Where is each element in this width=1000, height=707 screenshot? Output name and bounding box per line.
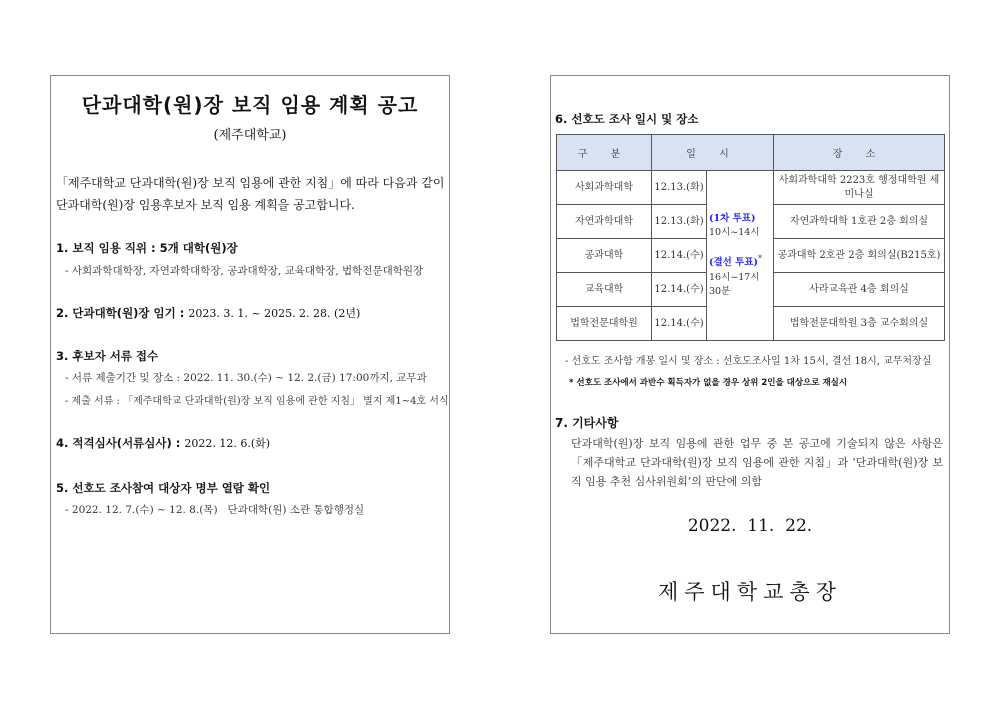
college-cell: 공과대학 [557,239,652,273]
college-cell: 사회과학대학 [557,171,652,205]
date-cell: 12.14.(수) [652,307,707,341]
section-2-heading [56,305,360,321]
header-datetime: 일 시 [652,135,774,171]
section-6-heading: 6. 선호도 조사 일시 및 장소 [555,112,699,126]
section-2-label: 2. 단과대학(원)장 임기 : [56,306,185,320]
announcement-date: 2022. 11. 22. [687,516,813,536]
announcement-page-left [50,75,450,634]
ballot-opening-note: - 선호도 조사함 개봉 일시 및 장소 : 선호도조사일 1차 15시, 결선 18시, 교무처장실 [565,356,932,367]
runoff-footnote: * 선호도 조사에서 과반수 획득자가 없을 경우 상위 2인을 대상으로 재실시 [569,378,848,388]
college-cell: 법학전문대학원 [557,307,652,341]
header-category: 구 분 [557,135,652,171]
section-2-value: 2023. 3. 1. ~ 2025. 2. 28. (2년) [188,307,361,320]
intro-line-2: 단과대학(원)장 임용후보자 보직 임용 계획을 공고합니다. [56,198,355,212]
first-vote-label: (1차 투표) [709,213,756,225]
announcement-page-right [550,75,950,634]
place-cell: 공과대학 2호관 2층 회의실(B215호) [774,239,945,273]
table-row [557,171,945,205]
runoff-footnote-mark: * [758,254,762,264]
document-subtitle: (제주대학교) [213,128,287,143]
place-cell: 사라교육관 4층 회의실 [774,273,945,307]
date-cell: 12.14.(수) [652,239,707,273]
section-4-heading [56,435,270,451]
runoff-vote-time: 16시~17시30분 [709,271,760,297]
table-header-row [557,135,945,171]
section-5-item: - 2022. 12. 7.(수) ~ 12. 8.(목) 단과대학(원) 소관 통합행정실 [65,504,365,516]
date-cell: 12.14.(수) [652,273,707,307]
president-signature: 제주대학교총장 [657,580,842,604]
section-1-heading: 1. 보직 임용 직위 : 5개 대학(원)장 [56,241,238,255]
survey-schedule-table [556,134,945,341]
intro-line-1: 「제주대학교 단과대학(원)장 보직 임용에 관한 지침」에 따라 다음과 같이 [56,176,445,190]
place-cell: 사회과학대학 2223호 행정대학원 세미나실 [774,171,945,205]
first-vote-time: 10시~14시 [709,227,760,239]
section-7-heading: 7. 기타사항 [555,416,619,430]
date-cell: 12.13.(화) [652,171,707,205]
section-3-heading: 3. 후보자 서류 접수 [56,349,159,363]
header-place: 장 소 [774,135,945,171]
college-cell: 교육대학 [557,273,652,307]
section-4-value: 2022. 12. 6.(화) [184,437,271,450]
place-cell: 법학전문대학원 3층 교수회의실 [774,307,945,341]
place-cell: 자연과학대학 1호관 2층 회의실 [774,205,945,239]
date-cell: 12.13.(화) [652,205,707,239]
section-4-label: 4. 적격심사(서류심사) : [56,436,181,450]
section-1-item: - 사회과학대학장, 자연과학대학장, 공과대학장, 교육대학장, 법학전문대학원장 [65,265,424,277]
runoff-vote-label: (결선 투표) [709,257,759,269]
document-title: 단과대학(원)장 보직 임용 계획 공고 [81,93,419,117]
section-7-body: 단과대학(원)장 보직 임용에 관한 업무 중 본 공고에 기술되지 않은 사항은 「제주대학교 단과대학(원)장 보직 임용에 관한 지침」과 ‘단과대학(원)장 보직 임용 추천 심사위원회’의 판단에 의함 [571,437,943,488]
vote-time-cell [707,171,774,341]
section-3-item-2: - 제출 서류 : 「제주대학교 단과대학(원)장 보직 임용에 관한 지침」 별지 제1~4호 서식 [65,396,449,407]
section-3-item-1: - 서류 제출기간 및 장소 : 2022. 11. 30.(수) ~ 12. 2.(금) 17:00까지, 교무과 [65,372,427,384]
college-cell: 자연과학대학 [557,205,652,239]
section-5-heading: 5. 선호도 조사참여 대상자 명부 열람 확인 [56,481,271,495]
